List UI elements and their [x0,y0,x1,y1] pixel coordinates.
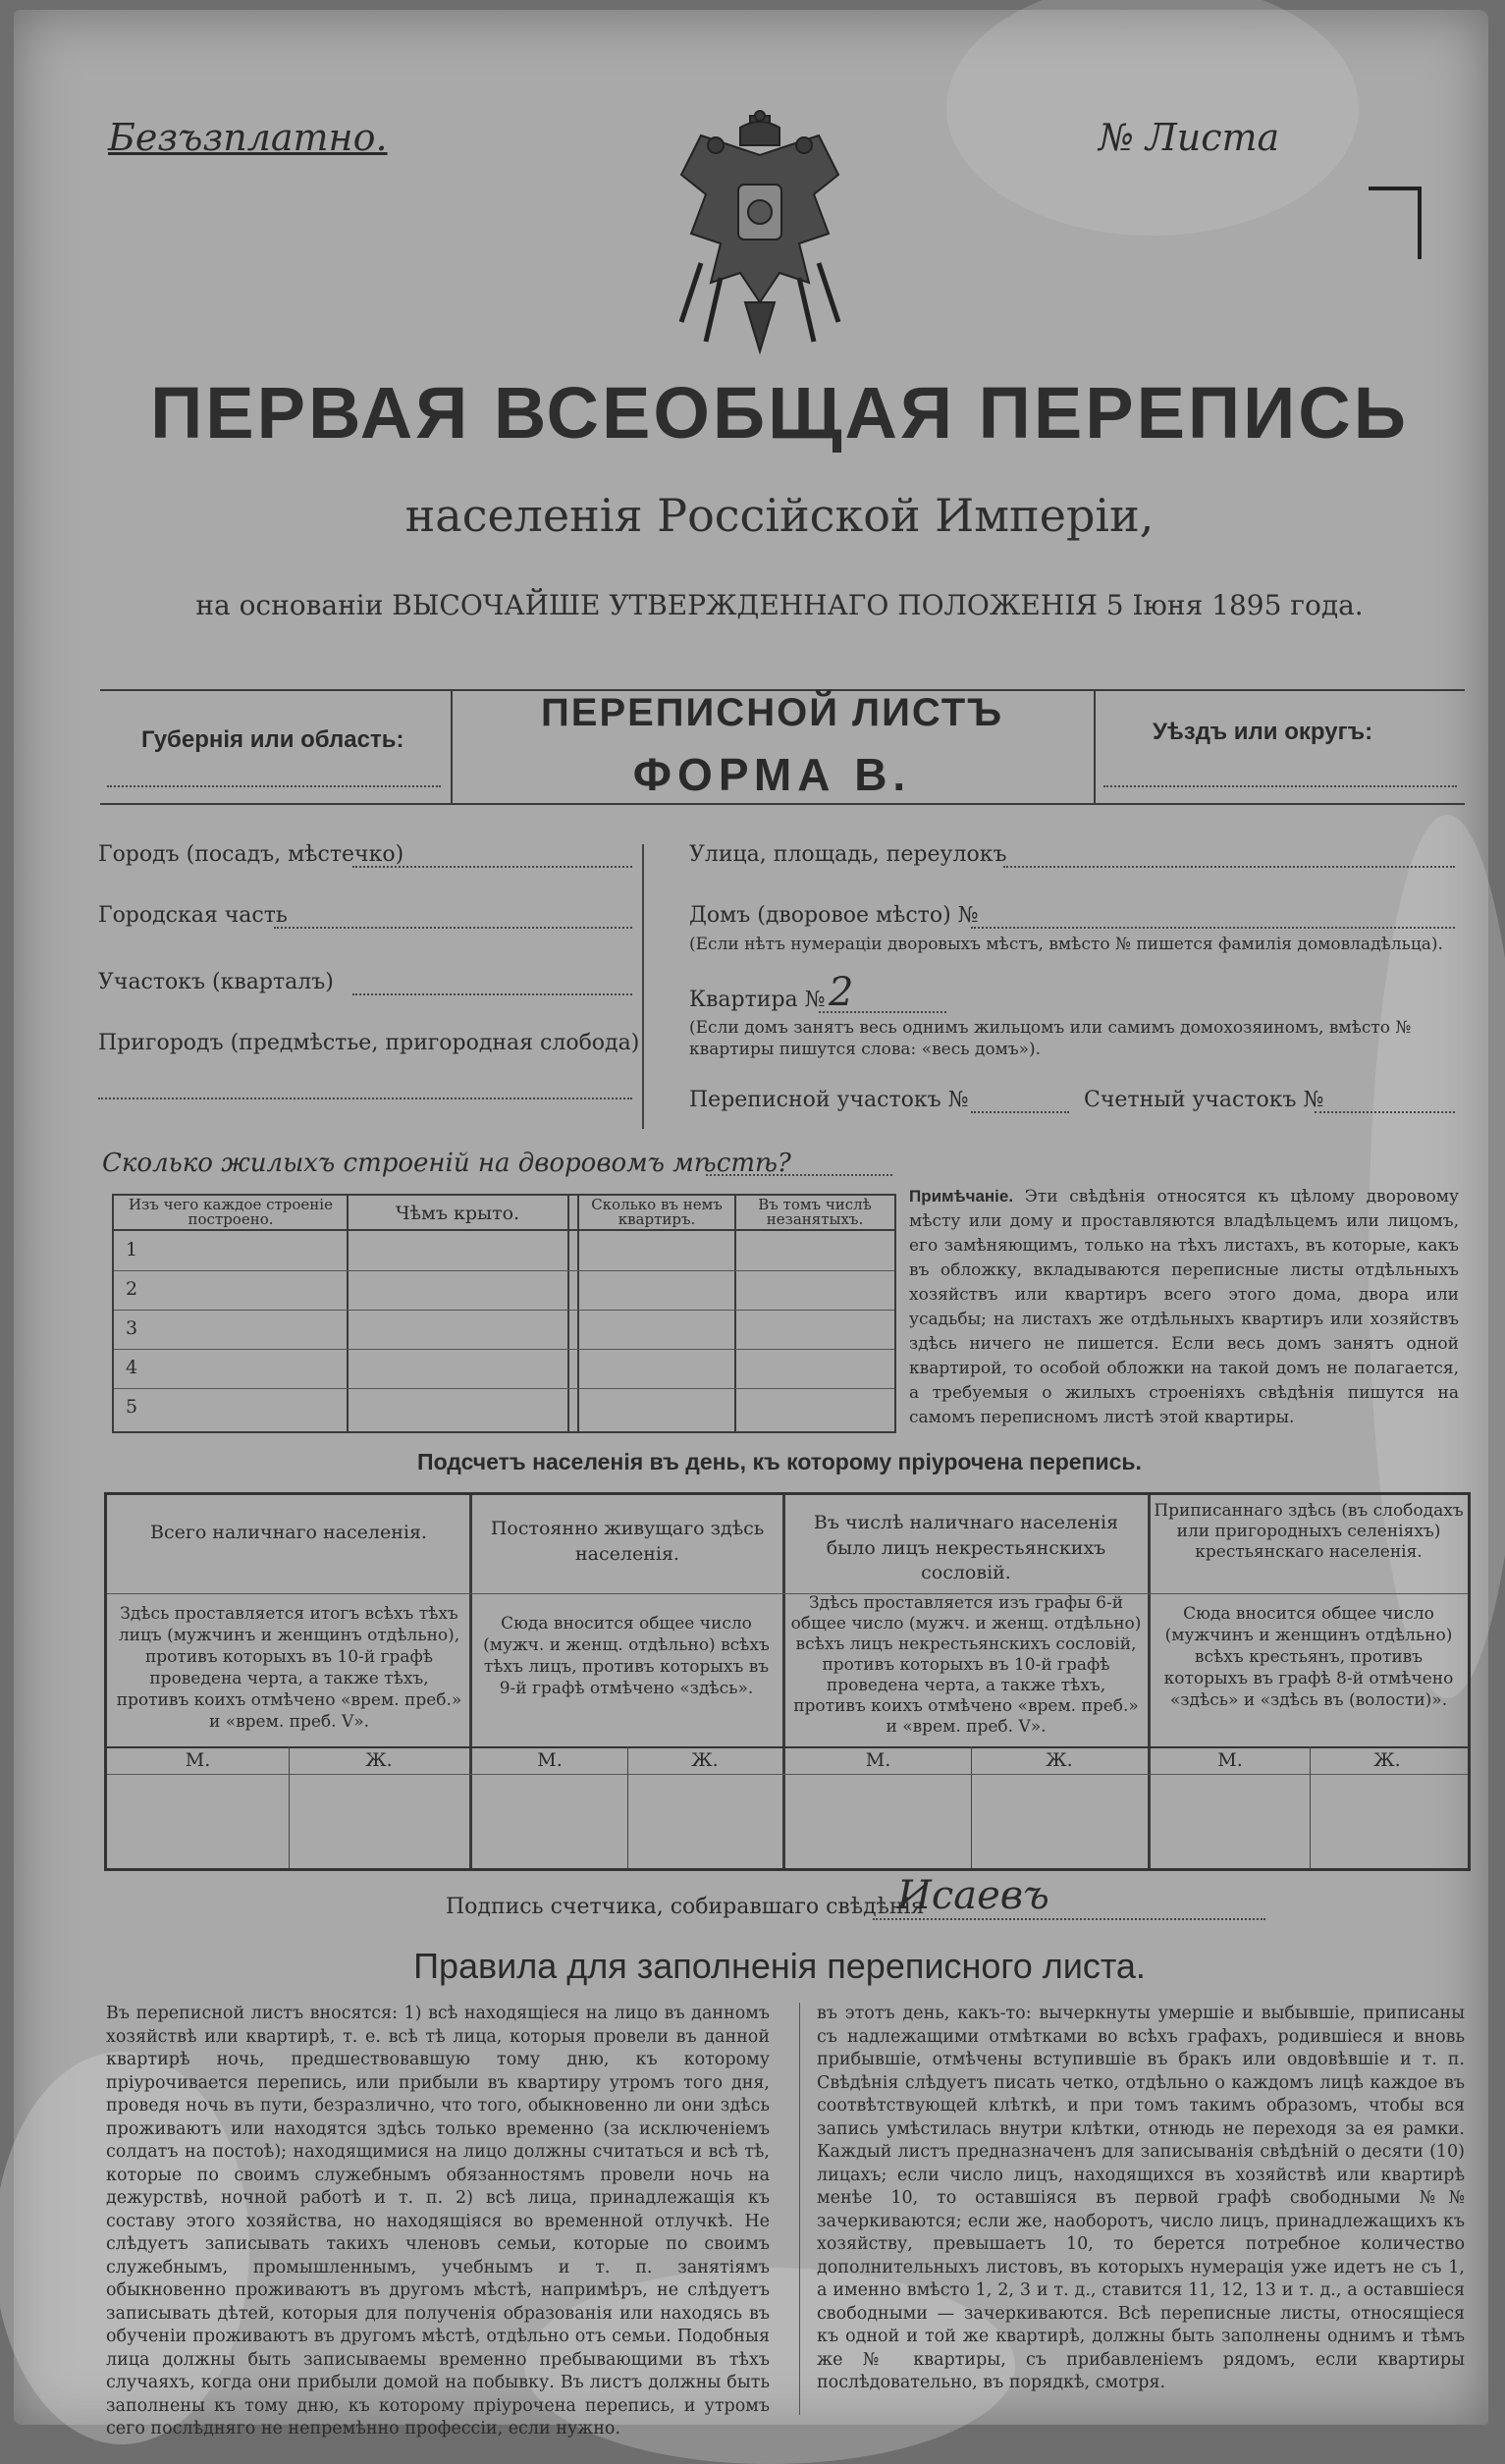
count-col-permanent-m: М. [537,1749,563,1771]
form-label: ФОРМА В. [632,749,912,800]
free-label: Безъзплатно. [108,116,388,159]
counting-precinct-field[interactable] [1315,1111,1455,1113]
col-material-header: Изъ чего каждое строеніе построено. [129,1196,333,1228]
table-row: 5 [126,1396,138,1418]
count-col-total-body: Здѣсь проставляется итогъ всѣхъ тѣхъ лицъ (мужчинъ и женщинъ отдѣльно), противъ которыхъ въ 10-й графѣ проведена черта, а также тѣхъ, противъ коихъ отмѣчено «врем. преб.» и «врем. преб. V». [116,1604,462,1732]
buildings-question: Сколько жилыхъ строеній на дворовомъ мѣстѣ? [102,1149,791,1178]
count-col-total-f: Ж. [365,1749,393,1771]
census-form-page [14,10,1488,2438]
signature-value[interactable]: Исаевъ [897,1873,1049,1918]
population-count-table [104,1492,1471,1871]
rules-title: Правила для заполненія переписного листа. [413,1946,1146,1986]
apartment-value[interactable]: 2 [829,970,854,1015]
count-col-peasant-m: М. [1217,1749,1243,1771]
table-row: 3 [126,1317,138,1339]
counting-precinct-label: Счетный участокъ № [1084,1088,1324,1112]
census-precinct-field[interactable] [971,1111,1069,1113]
city-label: Городъ (посадъ, мѣстечко) [98,842,404,867]
province-label: Губернія или область: [141,726,404,753]
legal-basis: на основаніи ВЫСОЧАЙШЕ УТВЕРЖДЕННАГО ПОЛОЖЕНІЯ 5 Іюня 1895 года. [195,589,1364,621]
count-col-peasant-title: Приписаннаго здѣсь (въ слободахъ или пригородныхъ селеніяхъ) крестьянскаго населенія. [1154,1501,1464,1562]
note-label: Примѣчаніе. [909,1187,1014,1205]
count-col-total-title: Всего наличнаго населенія. [150,1522,427,1543]
district-field[interactable] [1103,785,1457,787]
suburb-field[interactable] [98,1098,632,1099]
sheet-number-mark [1369,187,1422,259]
note-text: Эти свѣдѣнія относятся къ цѣлому дворовому мѣсту или дому и проставляются владѣльцемъ или лицомъ, его замѣняющимъ, только на тѣхъ листахъ, въ которые, какъ въ обложку, вкладываются переписные листы отдѣльныхъ хозяйствъ или квартиръ всего этого дома, двора или усадьбы; на листахъ же отдѣльныхъ квартиръ или хозяйствъ здѣсь ничего не пишется. Если весь домъ занятъ одной квартирой, то особой обложки на такой домъ не полагается, а требуемыя о жилыхъ строеніяхъ свѣдѣнія пишутся на самомъ переписномъ листѣ этой квартиры. [909,1187,1459,1427]
count-heading: Подсчетъ населенія въ день, къ которому пріурочена перепись. [417,1449,1142,1474]
district-label: Уѣздъ или округъ: [1153,719,1373,745]
note-block [909,1184,1459,1430]
count-col-nonpeasant-f: Ж. [1046,1749,1073,1771]
signature-label: Подпись счетчика, собиравшаго свѣдѣнія [446,1895,925,1919]
col-apartments-header: Сколько въ немъ квартиръ. [591,1196,723,1228]
double-headed-eagle-icon [662,106,858,371]
street-label: Улица, площадь, переулокъ [689,842,1007,867]
rules-right-column: въ этотъ день, какъ-то: вычеркнуты умершіе и выбывшіе, приписаны съ надлежащими отмѣтками во всѣхъ графахъ, родившіеся и вновь прибывшіе, отмѣчены вступившіе въ бракъ или овдовѣвшіе и т. п. Свѣдѣнія слѣдуетъ писать четко, отдѣльно о каждомъ лицѣ каждое въ соотвѣтствующей клѣткѣ, и при томъ такимъ образомъ, чтобы вся запись умѣстилась внутри клѣтки, отнюдь не переходя за ея рамки. Каждый листъ предназначенъ для записыванія свѣдѣній о десяти (10) лицахъ; если число лицъ, находящихся въ хозяйствѣ или квартирѣ менѣе 10, то оставшіяся въ первой графѣ свободными №№ зачеркиваются; если же, наоборотъ, число лицъ, принадлежащихъ къ хозяйству, превышаетъ 10, то берется потребное количество дополнительныхъ листовъ, въ которыхъ нумерація уже идетъ не съ 1, а именно вмѣсто 1, 2, 3 и т. д., ставится 11, 12, 13 и т. д., а оставшіеся свободными — зачеркиваются. Всѣ переписные листы, относящіеся къ одной и той же квартирѣ, должны быть заполнены однимъ и тѣмъ же № квартиры, съ прибавленіемъ рядомъ, если квартиры послѣдовательно, въ порядкѣ, смотря. [817,2004,1465,2392]
house-field[interactable] [971,927,1455,929]
house-label: Домъ (дворовое мѣсто) № [689,903,979,928]
count-col-nonpeasant-body: Здѣсь проставляется изъ графы 6-й общее число (мужч. и женщ. отдѣльно) всѣхъ лицъ некрестьянскихъ сословій, противъ которыхъ въ 10-й графѣ проведена черта, а также тѣхъ, противъ коихъ отмѣчено «врем. преб.» и «врем. преб. V». [790,1593,1142,1737]
apartment-label: Квартира № [689,988,826,1012]
page-title: ПЕРВАЯ ВСЕОБЩАЯ ПЕРЕПИСЬ [150,372,1409,454]
col-vacant-header: Въ томъ числѣ незанятыхъ. [758,1196,872,1228]
count-col-permanent-body: Сюда вносится общее число (мужч. и женщ. отдѣльно) всѣхъ тѣхъ лицъ, противъ которыхъ въ 9-й графѣ отмѣчено «здѣсь». [483,1614,770,1698]
buildings-count-field[interactable] [706,1174,892,1176]
sheet-title: ПЕРЕПИСНОЙ ЛИСТЪ [541,691,1003,734]
city-part-field[interactable] [274,927,632,929]
count-col-permanent-title: Постоянно живущаго здѣсь населенія. [490,1518,765,1565]
sheet-number-label: № Листа [1099,116,1280,159]
province-field[interactable] [107,785,441,787]
table-row: 4 [126,1357,138,1378]
suburb-label: Пригородъ (предмѣстье, пригородная слобода) [98,1031,640,1055]
count-col-peasant-body: Сюда вносится общее число (мужчинъ и женщинъ отдѣльно) всѣхъ крестьянъ, противъ которыхъ въ графѣ 8-й отмѣчено «здѣсь» и «здѣсь въ (волости)». [1163,1604,1454,1710]
count-col-peasant-f: Ж. [1373,1749,1401,1771]
city-field[interactable] [352,866,632,868]
col-roof-header: Чѣмъ крыто. [395,1203,520,1224]
precinct-field[interactable] [352,993,632,995]
count-col-nonpeasant-m: М. [865,1749,891,1771]
form-box-bottom [100,803,1465,805]
page-subtitle: населенія Россійской Имперіи, [404,489,1155,542]
house-note: (Если нѣтъ нумераціи дворовыхъ мѣстъ, вмѣсто № пишется фамилія домовладѣльца). [689,935,1443,954]
city-part-label: Городская часть [98,903,288,928]
buildings-table [112,1194,896,1433]
street-field[interactable] [1003,866,1455,868]
precinct-label: Участокъ (кварталъ) [98,970,334,994]
rules-left-column: Въ переписной листъ вносятся: 1) всѣ находящіеся на лицо въ данномъ хозяйствѣ или квартирѣ, т. е. всѣ тѣ лица, которыя провели въ данной квартирѣ ночь, предшествовавшую тому дню, къ которому пріурочивается перепись, или прибыли въ квартиру утромъ того дня, проведя ночь въ пути, безразлично, что того, обыкновенно ли они здѣсь проживаютъ или находятся здѣсь только временно (за исключеніемъ солдатъ на постоѣ); находящимися на лицо должны считаться и всѣ тѣ, которые по своимъ служебнымъ обязанностямъ провели ночь на дежурствѣ, ночной работѣ и т. п. 2) всѣ лица, принадлежащія къ составу этого хозяйства, но находящіяся во временной отлучкѣ. Не слѣдуетъ записывать такихъ членовъ семьи, которые по своимъ служебнымъ, промышленнымъ, учебнымъ и т. п. занятіямъ обыкновенно проживаютъ въ другомъ мѣстѣ, напримѣръ, не слѣдуетъ записывать дѣтей, которыя для полученія образованія или находясь въ обученіи проживаютъ въ другомъ мѣстѣ, отдѣльно отъ семьи. Подобныя лица должны быть записываемы временно пребывающими въ тѣхъ случаяхъ, когда они прибыли домой на побывку. Въ листъ должны быть заполнены къ тому дню, къ которому пріурочена перепись, и утромъ сего послѣдняго не непремѣнно профессіи, если нужно. [106,2004,770,2438]
census-precinct-label: Переписной участокъ № [689,1088,969,1112]
table-row: 2 [126,1278,138,1300]
table-row: 1 [126,1239,138,1260]
count-col-permanent-f: Ж. [691,1749,719,1771]
count-col-total-m: М. [185,1749,211,1771]
count-col-nonpeasant-title: Въ числѣ наличнаго населенія было лицъ некрестьянскихъ сословій. [813,1512,1119,1584]
apartment-note: (Если домъ занятъ весь однимъ жильцомъ или самимъ домохозяиномъ, вмѣсто № квартиры пишутся слова: «весь домъ»). [689,1018,1412,1059]
